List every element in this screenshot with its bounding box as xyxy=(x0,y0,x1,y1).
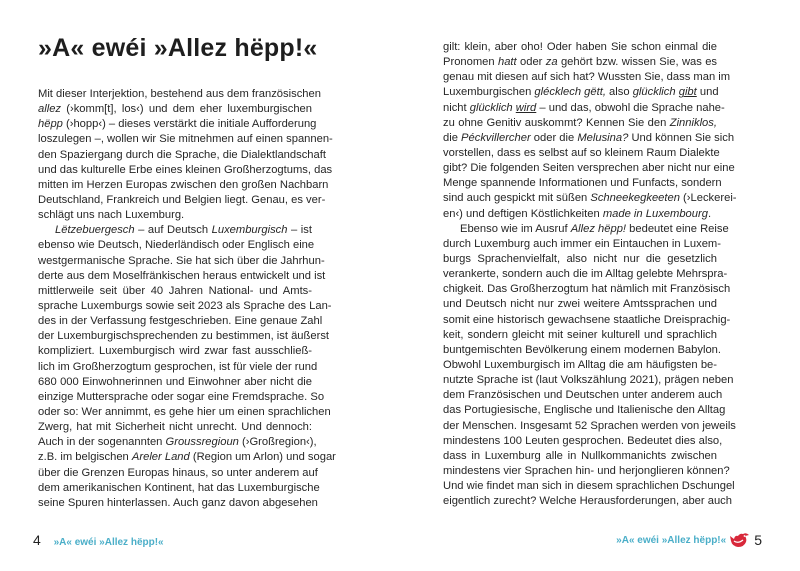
text-segment: . xyxy=(707,207,712,220)
text-line xyxy=(38,360,318,375)
text-line xyxy=(443,358,717,373)
text-line xyxy=(38,117,317,132)
text-line xyxy=(443,267,728,282)
page-number: 5 xyxy=(754,532,762,548)
text-line xyxy=(38,329,330,344)
italic-term: glücklich xyxy=(469,101,516,114)
text-segment: zu ohne Genitiv auskommt? Kennen Sie den xyxy=(443,116,670,129)
text-segment: (›komm[t], los‹) und dem eher luxemburgischen xyxy=(61,103,312,116)
text-segment: derte aus dem Moselfränkischen heraus entwickelt und ist xyxy=(38,269,326,282)
text-segment: sind auch gespickt mit süßen xyxy=(443,192,591,205)
text-segment: oder so: Wer annimmt, es gehe hier um einen sprachlichen xyxy=(38,405,331,418)
text-line xyxy=(443,373,734,388)
text-segment: (›hopp‹) – dieses verstärkt die initiale Aufforderung xyxy=(62,118,317,131)
text-line xyxy=(443,222,729,237)
text-segment: Auch in der sogenannten xyxy=(38,436,166,449)
text-line xyxy=(443,403,726,418)
text-line xyxy=(38,375,312,390)
text-line xyxy=(38,148,326,163)
italic-term: glücklich xyxy=(632,86,679,99)
running-title: »A« ewéi »Allez hëpp!« xyxy=(616,534,727,546)
italic-term: za xyxy=(545,56,558,69)
text-line xyxy=(38,193,326,208)
text-segment: durch Luxemburg auch immer ein Eintauchen in Luxem- xyxy=(443,237,721,250)
text-segment: z.B. im belgischen xyxy=(38,451,132,464)
text-line xyxy=(38,496,318,511)
text-line xyxy=(38,344,312,359)
italic-term: hatt xyxy=(497,56,517,69)
text-segment: – ist xyxy=(287,224,312,237)
text-line xyxy=(443,70,731,85)
text-segment: Deutschland, Frankreich und Belgien liegt. Genau, es ver- xyxy=(38,193,326,206)
text-segment: chigkeit. Das Großherzogtum hat nämlich mit Französisch xyxy=(443,283,731,296)
text-segment: somit eine historisch gewachsene staatliche Dreisprachig- xyxy=(443,313,731,326)
bird-icon xyxy=(729,532,751,548)
text-line xyxy=(38,314,323,329)
text-segment: ebenso wie Deutsch, Niederländisch oder Englisch eine xyxy=(38,239,315,252)
text-segment: der Luxemburgischsprechenden zu bestimmen, ist äußerst xyxy=(38,330,330,343)
text-line xyxy=(443,85,717,100)
text-segment: dem Französischen und Deutschen unter anderem auch xyxy=(443,389,723,402)
text-line xyxy=(443,328,717,343)
text-segment: keit, sondern gleicht mit seiner kulturell und sprachlich xyxy=(443,328,717,341)
text-line xyxy=(443,282,731,297)
text-segment: nicht xyxy=(443,101,470,114)
text-line xyxy=(443,419,736,434)
italic-term: gibt xyxy=(678,86,697,99)
text-line xyxy=(38,405,331,420)
text-line xyxy=(38,178,329,193)
text-segment: en‹) und deftigen Köstlichkeiten xyxy=(443,207,603,220)
italic-term: Luxemburgisch xyxy=(211,224,288,237)
text-line xyxy=(443,191,737,206)
text-segment: des in der Verfassung festgeschrieben. Eine genaue Zahl xyxy=(38,315,323,328)
text-line xyxy=(38,163,333,178)
text-line xyxy=(38,102,312,117)
italic-term: allez xyxy=(38,103,62,116)
text-segment: sprache Luxemburgs sowie seit 2023 als Sprache des Lan- xyxy=(38,299,332,312)
text-segment: mittlerweile seit über 40 Jahren National- und Amts- xyxy=(38,284,312,297)
text-line xyxy=(443,252,717,267)
text-line xyxy=(38,208,312,223)
text-line xyxy=(38,299,332,314)
text-segment: gehört bzw. wissen Sie, was es xyxy=(557,56,718,69)
text-segment: Ebenso wie im Ausruf xyxy=(460,222,571,235)
text-segment: und das kulturelle Erbe eines kleinen Großherzogtums, das xyxy=(38,163,333,176)
text-line xyxy=(38,435,317,450)
text-line xyxy=(443,434,723,449)
text-segment: vorstellen, dass es selbst auf so kleinem Raum Dialekte xyxy=(443,146,720,159)
text-line xyxy=(38,132,333,147)
text-segment: kompliziert. Luxemburgisch wird zwar fast ausschließ- xyxy=(38,345,312,358)
text-segment: gibt? Die folgenden Seiten versprechen aber nicht nur eine xyxy=(443,162,735,175)
text-segment: Pronomen xyxy=(443,56,498,69)
text-line xyxy=(443,479,735,494)
text-line xyxy=(443,464,730,479)
text-segment: westgermanische Sprache. Sie hat sich über die Jahrhun- xyxy=(38,254,325,267)
text-segment: also xyxy=(605,86,633,99)
italic-term: Lëtzebuergesch xyxy=(55,224,135,237)
text-segment: oder die xyxy=(530,131,578,144)
text-line xyxy=(443,207,717,222)
text-segment: (Region um Arlon) und sogar xyxy=(189,451,336,464)
chapter-title: »A« ewéi »Allez hëpp!« xyxy=(38,34,318,62)
text-segment: mindestens vier Sprachen hin- und herjonglieren können? xyxy=(443,464,730,477)
italic-term: Zinniklos, xyxy=(669,116,717,129)
right-page xyxy=(400,0,800,571)
text-segment: gilt: klein, aber oho! Oder haben Sie schon einmal die xyxy=(443,41,717,53)
italic-term: Schneekegkeeten xyxy=(590,192,680,205)
italic-term: Melusina? xyxy=(577,131,629,144)
left-body-text xyxy=(38,87,336,511)
text-line xyxy=(443,237,721,252)
text-segment: der Menschen. Insgesamt 52 Sprachen werden von jeweils xyxy=(443,419,736,432)
text-line xyxy=(38,238,315,253)
italic-term: hëpp xyxy=(38,118,63,131)
text-segment: Zwerg, hat mit Sicherheit nicht unrecht. Und dennoch: xyxy=(38,421,312,434)
text-line xyxy=(443,176,722,191)
right-footer xyxy=(616,532,762,548)
text-line xyxy=(38,284,312,299)
text-segment: Menge spannende Informationen und Funfacts, sondern xyxy=(443,177,722,190)
italic-term: Péckvillercher xyxy=(461,131,531,144)
text-line xyxy=(38,481,320,496)
text-segment: und Deutsch nicht nur zwei weitere Amtssprachen und xyxy=(443,298,717,311)
italic-term: Groussregioun xyxy=(165,436,239,449)
text-segment: – und das, obwohl die Sprache nahe- xyxy=(536,101,725,114)
text-line xyxy=(38,269,326,284)
text-segment: und xyxy=(696,86,719,99)
text-segment: Und wie findet man sich in diesem sprachlichen Dschungel xyxy=(443,480,735,493)
text-segment: Und können Sie sich xyxy=(628,131,735,144)
text-line xyxy=(443,131,735,146)
text-line xyxy=(443,449,717,464)
text-line xyxy=(443,40,717,55)
text-line xyxy=(443,343,721,358)
text-line xyxy=(443,55,717,70)
text-segment: dass in Luxemburg alle in Nullkommanichts zwischen xyxy=(443,449,717,462)
text-segment: – auf Deutsch xyxy=(134,224,212,237)
text-segment: einzige Muttersprache oder sogar eine Fremdsprache. So xyxy=(38,390,325,403)
text-segment: eigentlich zurecht? Welche Herausforderungen, aber auch xyxy=(443,495,732,508)
text-line xyxy=(38,87,321,102)
text-line xyxy=(38,254,325,269)
text-segment: 680 000 Einwohnerinnen und Einwohner aber nicht die xyxy=(38,375,312,388)
text-line xyxy=(443,313,731,328)
italic-term: Allez hëpp! xyxy=(570,222,627,235)
running-title: »A« ewéi »Allez hëpp!« xyxy=(53,537,164,548)
text-segment: den Spaziergang durch die Sprache, die Dialektlandschaft xyxy=(38,148,326,161)
text-segment: die xyxy=(443,131,462,144)
text-segment: seine Spuren hinterlassen. Auch ganz davon abgesehen xyxy=(38,496,318,509)
right-body-text xyxy=(443,40,737,509)
text-segment: mitten im Herzen Europas zwischen den großen Nachbarn xyxy=(38,178,329,191)
text-segment: burgs Sprachenvielfalt, also nicht nur die gesetzlich xyxy=(443,252,717,265)
text-line xyxy=(443,494,732,509)
text-segment: über die Grenzen Europas hinaus, so unter anderem auf xyxy=(38,466,318,479)
text-segment: (›Leckerei- xyxy=(679,192,737,205)
text-line xyxy=(38,390,325,405)
text-segment: buntgemischten Bevölkerung einem modernen Babylon. xyxy=(443,343,721,356)
page-number: 4 xyxy=(33,532,41,548)
text-line xyxy=(443,297,717,312)
text-line xyxy=(38,466,318,481)
text-segment: (›Großregion‹), xyxy=(238,436,317,449)
text-segment: Mit dieser Interjektion, bestehend aus dem französischen xyxy=(38,88,321,100)
text-segment: oder xyxy=(516,56,546,69)
text-segment: schlägt uns nach Luxemburg. xyxy=(38,209,185,222)
italic-term: wird xyxy=(515,101,537,114)
text-line xyxy=(443,388,723,403)
text-line xyxy=(38,223,312,238)
italic-term: Areler Land xyxy=(131,451,190,464)
text-segment: Luxemburgischen xyxy=(443,86,535,99)
text-line xyxy=(38,450,336,465)
italic-term: made in Luxembourg xyxy=(602,207,708,220)
text-segment: verankerte, sondern auch die im Alltag gelebte Mehrspra- xyxy=(443,268,728,281)
italic-term: glécklech gëtt, xyxy=(534,86,606,99)
text-segment: mindestens 100 Leuten gesprochen. Bedeutet dies also, xyxy=(443,434,723,447)
text-line xyxy=(443,116,717,131)
text-segment: nutzte Sprache ist (laut Volkszählung 2021), prägen neben xyxy=(443,374,734,387)
text-line xyxy=(443,146,720,161)
text-segment: dem amerikanischen Kontinent, hat das Luxemburgische xyxy=(38,481,320,494)
text-segment: genau mit diesen auf sich hat? Wussten Sie, dass man im xyxy=(443,71,731,84)
text-segment: das Portugiesische, Englische und Italienische den Alltag xyxy=(443,404,726,417)
text-line xyxy=(38,420,312,435)
text-line xyxy=(443,161,735,176)
text-segment: loszulegen –, wollen wir Sie mitnehmen auf einen spannen- xyxy=(38,133,333,146)
text-line xyxy=(443,101,725,116)
text-segment: lich im Großherzogtum gesprochen, ist für viele der rund xyxy=(38,360,318,373)
text-segment: Obwohl Luxemburgisch im Alltag die am häufigsten be- xyxy=(443,358,717,371)
text-segment: bedeutet eine Reise xyxy=(626,222,729,235)
left-footer xyxy=(33,532,164,548)
